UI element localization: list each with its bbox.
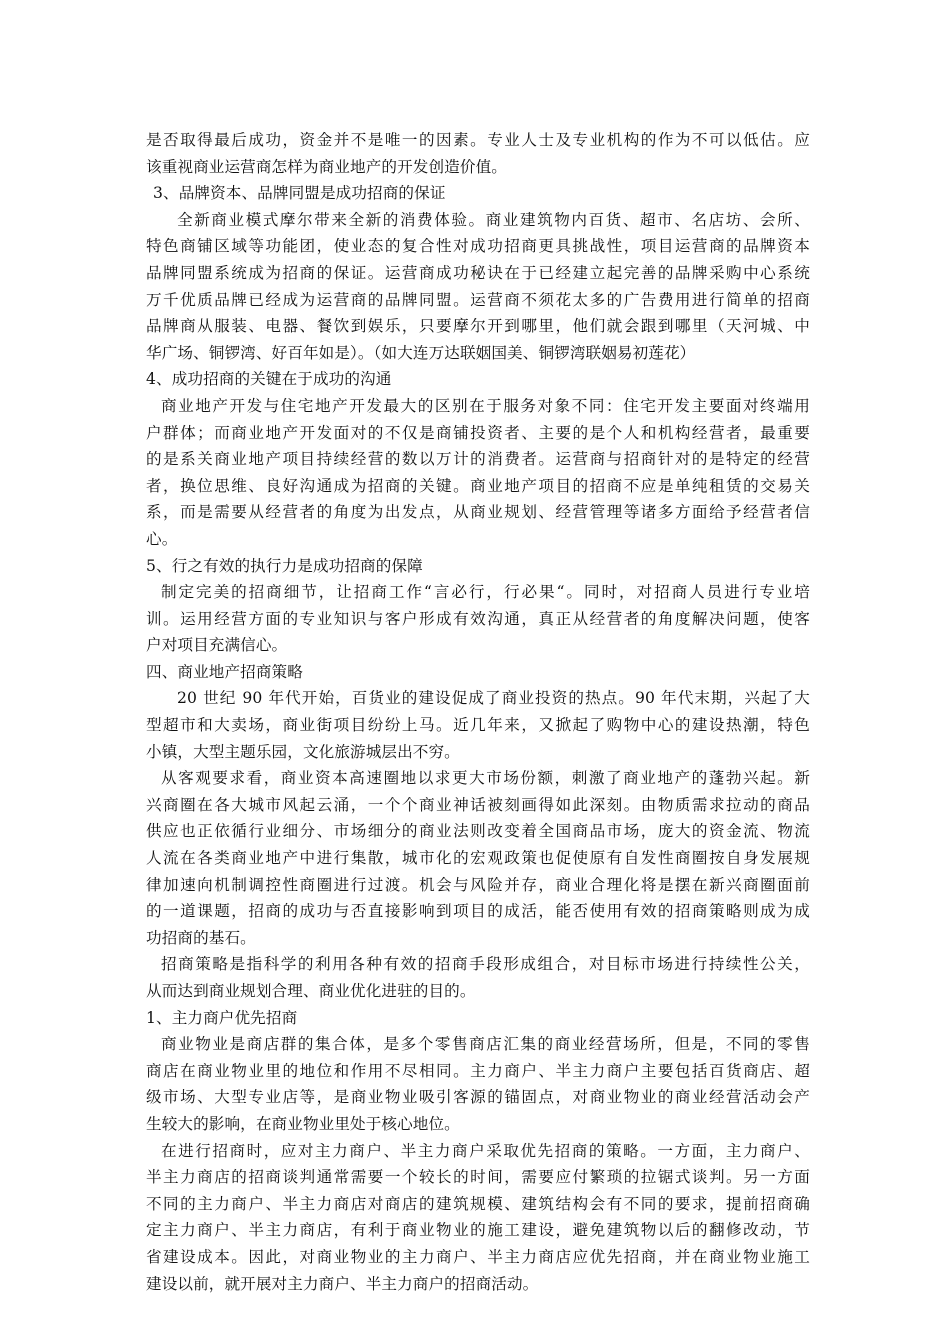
- text-line: 华广场、铜锣湾、好百年如是）。（如大连万达联姻国美、铜锣湾联姻易初莲花）: [146, 343, 696, 362]
- text-line: 建设以前，就开展对主力商户、半主力商户的招商活动。: [146, 1274, 539, 1293]
- text-line: 20 世纪 90 年代开始，百货业的建设促成了商业投资的热点。90 年代末期，兴起了大: [177, 689, 810, 708]
- section-heading: 5、行之有效的执行力是成功招商的保障: [146, 556, 423, 575]
- text-line: 全新商业模式摩尔带来全新的消费体验。商业建筑物内百货、超市、名店坊、会所、: [177, 210, 810, 229]
- text-line: 特色商铺区域等功能团，使业态的复合性对成功招商更具挑战性，项目运营商的品牌资本: [146, 237, 810, 256]
- text-line: 制定完美的招商细节，让招商工作“言必行，行必果“。同时，对招商人员进行专业培: [161, 583, 810, 602]
- text-line: 是否取得最后成功，资金并不是唯一的因素。专业人士及专业机构的作为不可以低估。应: [146, 131, 810, 149]
- text-line: 省建设成本。因此，对商业物业的主力商户、半主力商店应优先招商，并在商业物业施工: [146, 1247, 810, 1266]
- text-line: 级市场、大型专业店等，是商业物业吸引客源的锚固点，对商业物业的商业经营活动会产: [146, 1088, 810, 1107]
- text-line: 招商策略是指科学的利用各种有效的招商手段形成组合，对目标市场进行持续性公关，: [161, 955, 810, 974]
- text-line: 在进行招商时，应对主力商户、半主力商户采取优先招商的策略。一方面，主力商户、: [161, 1141, 810, 1160]
- text-line: 从而达到商业规划合理、商业优化进驻的目的。: [146, 982, 476, 1000]
- text-line: 供应也正依循行业细分、市场细分的商业法则改变着全国商品市场，庞大的资金流、物流: [146, 822, 810, 841]
- section-heading: 3、品牌资本、品牌同盟是成功招商的保证: [153, 184, 446, 203]
- text-line: 功招商的基石。: [146, 928, 256, 947]
- text-line: 兴商圈在各大城市风起云涌，一个个商业神话被刻画得如此深刻。由物质需求拉动的商品: [146, 795, 810, 814]
- text-line: 品牌商从服装、电器、餐饮到娱乐，只要摩尔开到哪里，他们就会跟到哪里（天河城、中: [146, 317, 810, 336]
- text-line: 心。: [146, 529, 178, 548]
- text-line: 人流在各类商业地产中进行集散，城市化的宏观政策也促使原有自发性商圈按自身发展规: [146, 849, 810, 868]
- text-line: 训。运用经营方面的专业知识与客户形成有效沟通，真正从经营者的角度解决问题，使客: [146, 609, 810, 628]
- text-line: 半主力商店的招商谈判通常需要一个较长的时间，需要应付繁琐的拉锯式谈判。另一方面: [146, 1168, 810, 1187]
- text-line: 从客观要求看，商业资本高速圈地以求更大市场份额，刺激了商业地产的蓬勃兴起。新: [161, 769, 810, 788]
- text-line: 定主力商户、半主力商店，有利于商业物业的施工建设，避免建筑物以后的翻修改动，节: [146, 1221, 810, 1240]
- text-line: 不同的主力商户、半主力商店对商店的建筑规模、建筑结构会有不同的要求，提前招商确: [146, 1194, 810, 1213]
- section-heading: 4、成功招商的关键在于成功的沟通: [146, 370, 392, 389]
- text-line: 型超市和大卖场，商业街项目纷纷上马。近几年来，又掀起了购物中心的建设热潮，特色: [146, 716, 810, 735]
- text-line: 者，换位思维、良好沟通成为招商的关键。商业地产项目的招商不应是单纯租赁的交易关: [146, 476, 810, 495]
- text-line: 万千优质品牌已经成为运营商的品牌同盟。运营商不须花太多的广告费用进行简单的招商: [146, 290, 810, 309]
- text-line: 律加速向机制调控性商圈进行过渡。机会与风险并存，商业合理化将是摆在新兴商圈面前: [146, 875, 810, 894]
- text-line: 户对项目充满信心。: [146, 636, 288, 655]
- text-line: 小镇，大型主题乐园，文化旅游城层出不穷。: [146, 742, 460, 761]
- text-line: 商业地产开发与住宅地产开发最大的区别在于服务对象不同：住宅开发主要面对终端用: [161, 396, 810, 415]
- section-heading: 四、商业地产招商策略: [146, 662, 303, 681]
- text-line: 户群体；而商业地产开发面对的不仅是商铺投资者、主要的是个人和机构经营者，最重要: [146, 423, 810, 442]
- text-line: 商业物业是商店群的集合体，是多个零售商店汇集的商业经营场所，但是，不同的零售: [161, 1035, 810, 1054]
- text-line: 的一道课题，招商的成功与否直接影响到项目的成活，能否使用有效的招商策略则成为成: [146, 902, 810, 921]
- section-heading: 1、主力商户优先招商: [146, 1008, 298, 1027]
- text-line: 的是系关商业地产项目持续经营的数以万计的消费者。运营商与招商针对的是特定的经营: [146, 450, 810, 469]
- document-page: [146, 127, 810, 1297]
- text-line: 该重视商业运营商怎样为商业地产的开发创造价值。: [146, 157, 507, 176]
- text-line: 生较大的影响，在商业物业里处于核心地位。: [146, 1114, 460, 1133]
- text-line: 品牌同盟系统成为招商的保证。运营商成功秘诀在于已经建立起完善的品牌采购中心系统: [146, 263, 810, 282]
- text-line: 商店在商业物业里的地位和作用不尽相同。主力商户、半主力商户主要包括百货商店、超: [146, 1061, 810, 1080]
- text-line: 系，而是需要从经营者的角度为出发点，从商业规划、经营管理等诸多方面给予经营者信: [146, 503, 810, 522]
